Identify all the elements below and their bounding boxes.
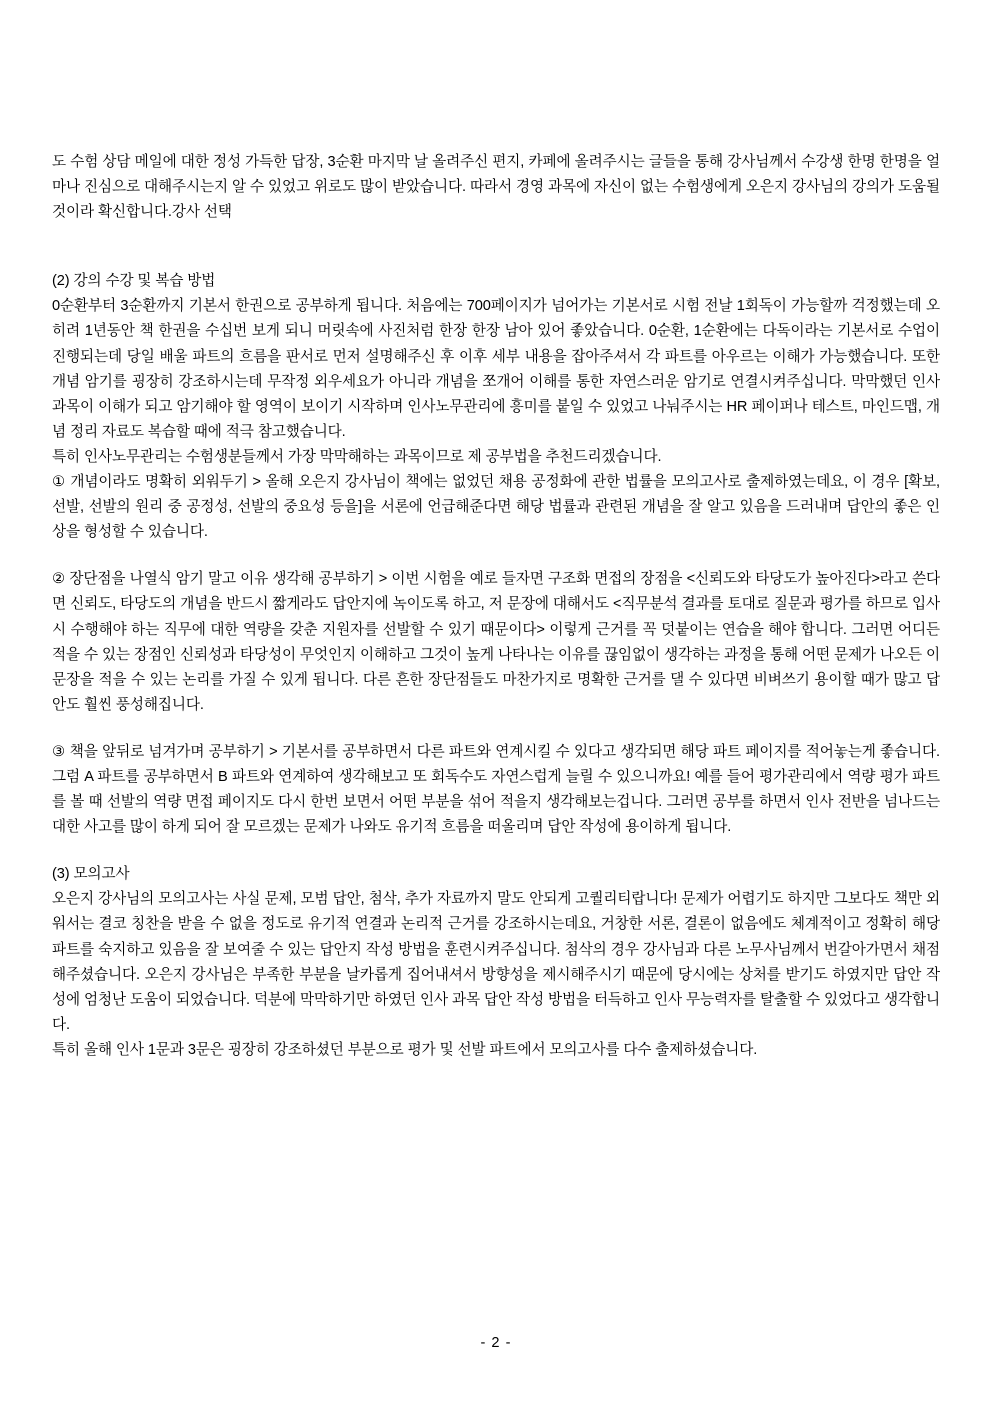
- paragraph-section3-2: 특히 올해 인사 1문과 3문은 굉장히 강조하셨던 부분으로 평가 및 선발 파트에서 모의고사를 다수 출제하셨습니다.: [52, 1041, 758, 1058]
- spacer: [52, 840, 940, 862]
- paragraph-section2-item-2: ② 장단점을 나열식 암기 말고 이유 생각해 공부하기 > 이번 시험을 예로 들자면 구조화 면접의 장점을 <신뢰도와 타당도가 높아진다>라고 쓴다면 신뢰도, 타당도의 개념을 반드시 짧게라도 답안지에 녹이도록 하고, 저 문장에 대해서도 <직무분석 결과를 토대로 질문과 평가를 하므로 입사 시 수행해야 하는 직무에 대한 역량을 갖춘 지원자를 선발할 수 있기 때문이다> 이렇게 근거를 꼭 덧붙이는 연습을 해야 합니다. 그러면 어디든 적을 수 있는 장점인 신뢰성과 타당성이 무엇인지 이해하고 그것이 높게 나타나는 이유를 끊임없이 생각하는 과정을 통해 어떤 문제가 나오든 이 문장을 적을 수 있는 논리를 가질 수 있게 됩니다. 다른 흔한 장단점들도 마찬가지로 명확한 근거를 댈 수 있다면 비벼쓰기 용이할 때가 많고 답안도 훨씬 풍성해집니다.: [52, 571, 940, 713]
- spacer: [52, 718, 940, 740]
- heading-section-2: (2) 강의 수강 및 복습 방법: [52, 273, 216, 290]
- paragraph-intro-continued: 도 수험 상담 메일에 대한 정성 가득한 답장, 3순환 마지막 날 올려주신 편지, 카페에 올려주시는 글들을 통해 강사님께서 수강생 한명 한명을 얼마나 진심으로 대해주시는지 알 수 있었고 위로도 많이 받았습니다. 따라서 경영 과목에 자신이 없는 수험생에게 오은지 강사님의 강의가 도움될 것이라 확신합니다.강사 선택: [52, 154, 940, 221]
- paragraph-section2-item-3: ③ 책을 앞뒤로 넘겨가며 공부하기 > 기본서를 공부하면서 다른 파트와 연계시킬 수 있다고 생각되면 해당 파트 페이지를 적어놓는게 좋습니다. 그럼 A 파트를 공부하면서 B 파트와 연계하여 생각해보고 또 회독수도 자연스럽게 늘릴 수 있으니까요! 예를 들어 평가관리에서 역량 평가 파트를 볼 때 선발의 역량 면접 페이지도 다시 한번 보면서 어떤 부분을 섞어 적을지 생각해보는겁니다. 그러면 공부를 하면서 인사 전반을 넘나드는 대한 사고를 많이 하게 되어 잘 모르겠는 문제가 나와도 유기적 흐름을 떠올리며 답안 작성에 용이하게 됩니다.: [52, 743, 940, 836]
- page-number: - 2 -: [480, 1335, 512, 1351]
- paragraph-section2-item-1: ① 개념이라도 명확히 외워두기 > 올해 오은지 강사님이 책에는 없었던 채용 공정화에 관한 법률을 모의고사로 출제하였는데요, 이 경우 [확보, 선발, 선발의 원리 중 공정성, 선발의 중요성 등을]을 서론에 언급해준다면 해당 법률과 관련된 개념을 잘 알고 있음을 드러내며 답안의 좋은 인상을 형성할 수 있습니다.: [52, 474, 940, 541]
- paragraph-section2-1: 0순환부터 3순환까지 기본서 한권으로 공부하게 됩니다. 처음에는 700페이지가 넘어가는 기본서로 시험 전날 1회독이 가능할까 걱정했는데 오히려 1년동안 책 한권을 수십번 보게 되니 머릿속에 사진처럼 한장 한장 남아 있어 좋았습니다. 0순환, 1순환에는 다독이라는 기본서로 수업이 진행되는데 당일 배울 파트의 흐름을 판서로 먼저 설명해주신 후 이후 세부 내용을 잡아주셔서 각 파트를 아우르는 이해가 가능했습니다. 또한 개념 암기를 굉장히 강조하시는데 무작정 외우세요가 아니라 개념을 쪼개어 이해를 통한 자연스러운 암기로 연결시켜주십니다. 막막했던 인사 과목이 이해가 되고 암기해야 할 영역이 보이기 시작하며 인사노무관리에 흥미를 붙일 수 있었고 나눠주시는 HR 페이퍼나 테스트, 마인드맵, 개념 정리 자료도 복습할 때에 적극 참고했습니다.: [52, 298, 940, 440]
- spacer: [52, 225, 940, 269]
- document-body: [52, 150, 940, 1063]
- paragraph-section2-2: 특히 인사노무관리는 수험생분들께서 가장 막막해하는 과목이므로 제 공부법을 추천드리겠습니다.: [52, 448, 662, 465]
- heading-section-3: (3) 모의고사: [52, 866, 130, 883]
- paragraph-section3-1: 오은지 강사님의 모의고사는 사실 문제, 모범 답안, 첨삭, 추가 자료까지 말도 안되게 고퀄리티랍니다! 문제가 어렵기도 하지만 그보다도 책만 외워서는 결코 칭찬을 받을 수 없을 정도로 유기적 연결과 논리적 근거를 강조하시는데요, 거창한 서론, 결론이 없음에도 체계적이고 정확히 해당 파트를 숙지하고 있음을 잘 보여줄 수 있는 답안지 작성 방법을 훈련시켜주십니다. 첨삭의 경우 강사님과 다른 노무사님께서 번갈아가면서 채점해주셨습니다. 오은지 강사님은 부족한 부분을 날카롭게 집어내셔서 방향성을 제시해주시기 때문에 당시에는 상처를 받기도 하였지만 답안 작성에 엄청난 도움이 되었습니다. 덕분에 막막하기만 하였던 인사 과목 답안 작성 방법을 터득하고 인사 무능력자를 탈출할 수 있었다고 생각합니다.: [52, 891, 940, 1033]
- spacer: [52, 545, 940, 567]
